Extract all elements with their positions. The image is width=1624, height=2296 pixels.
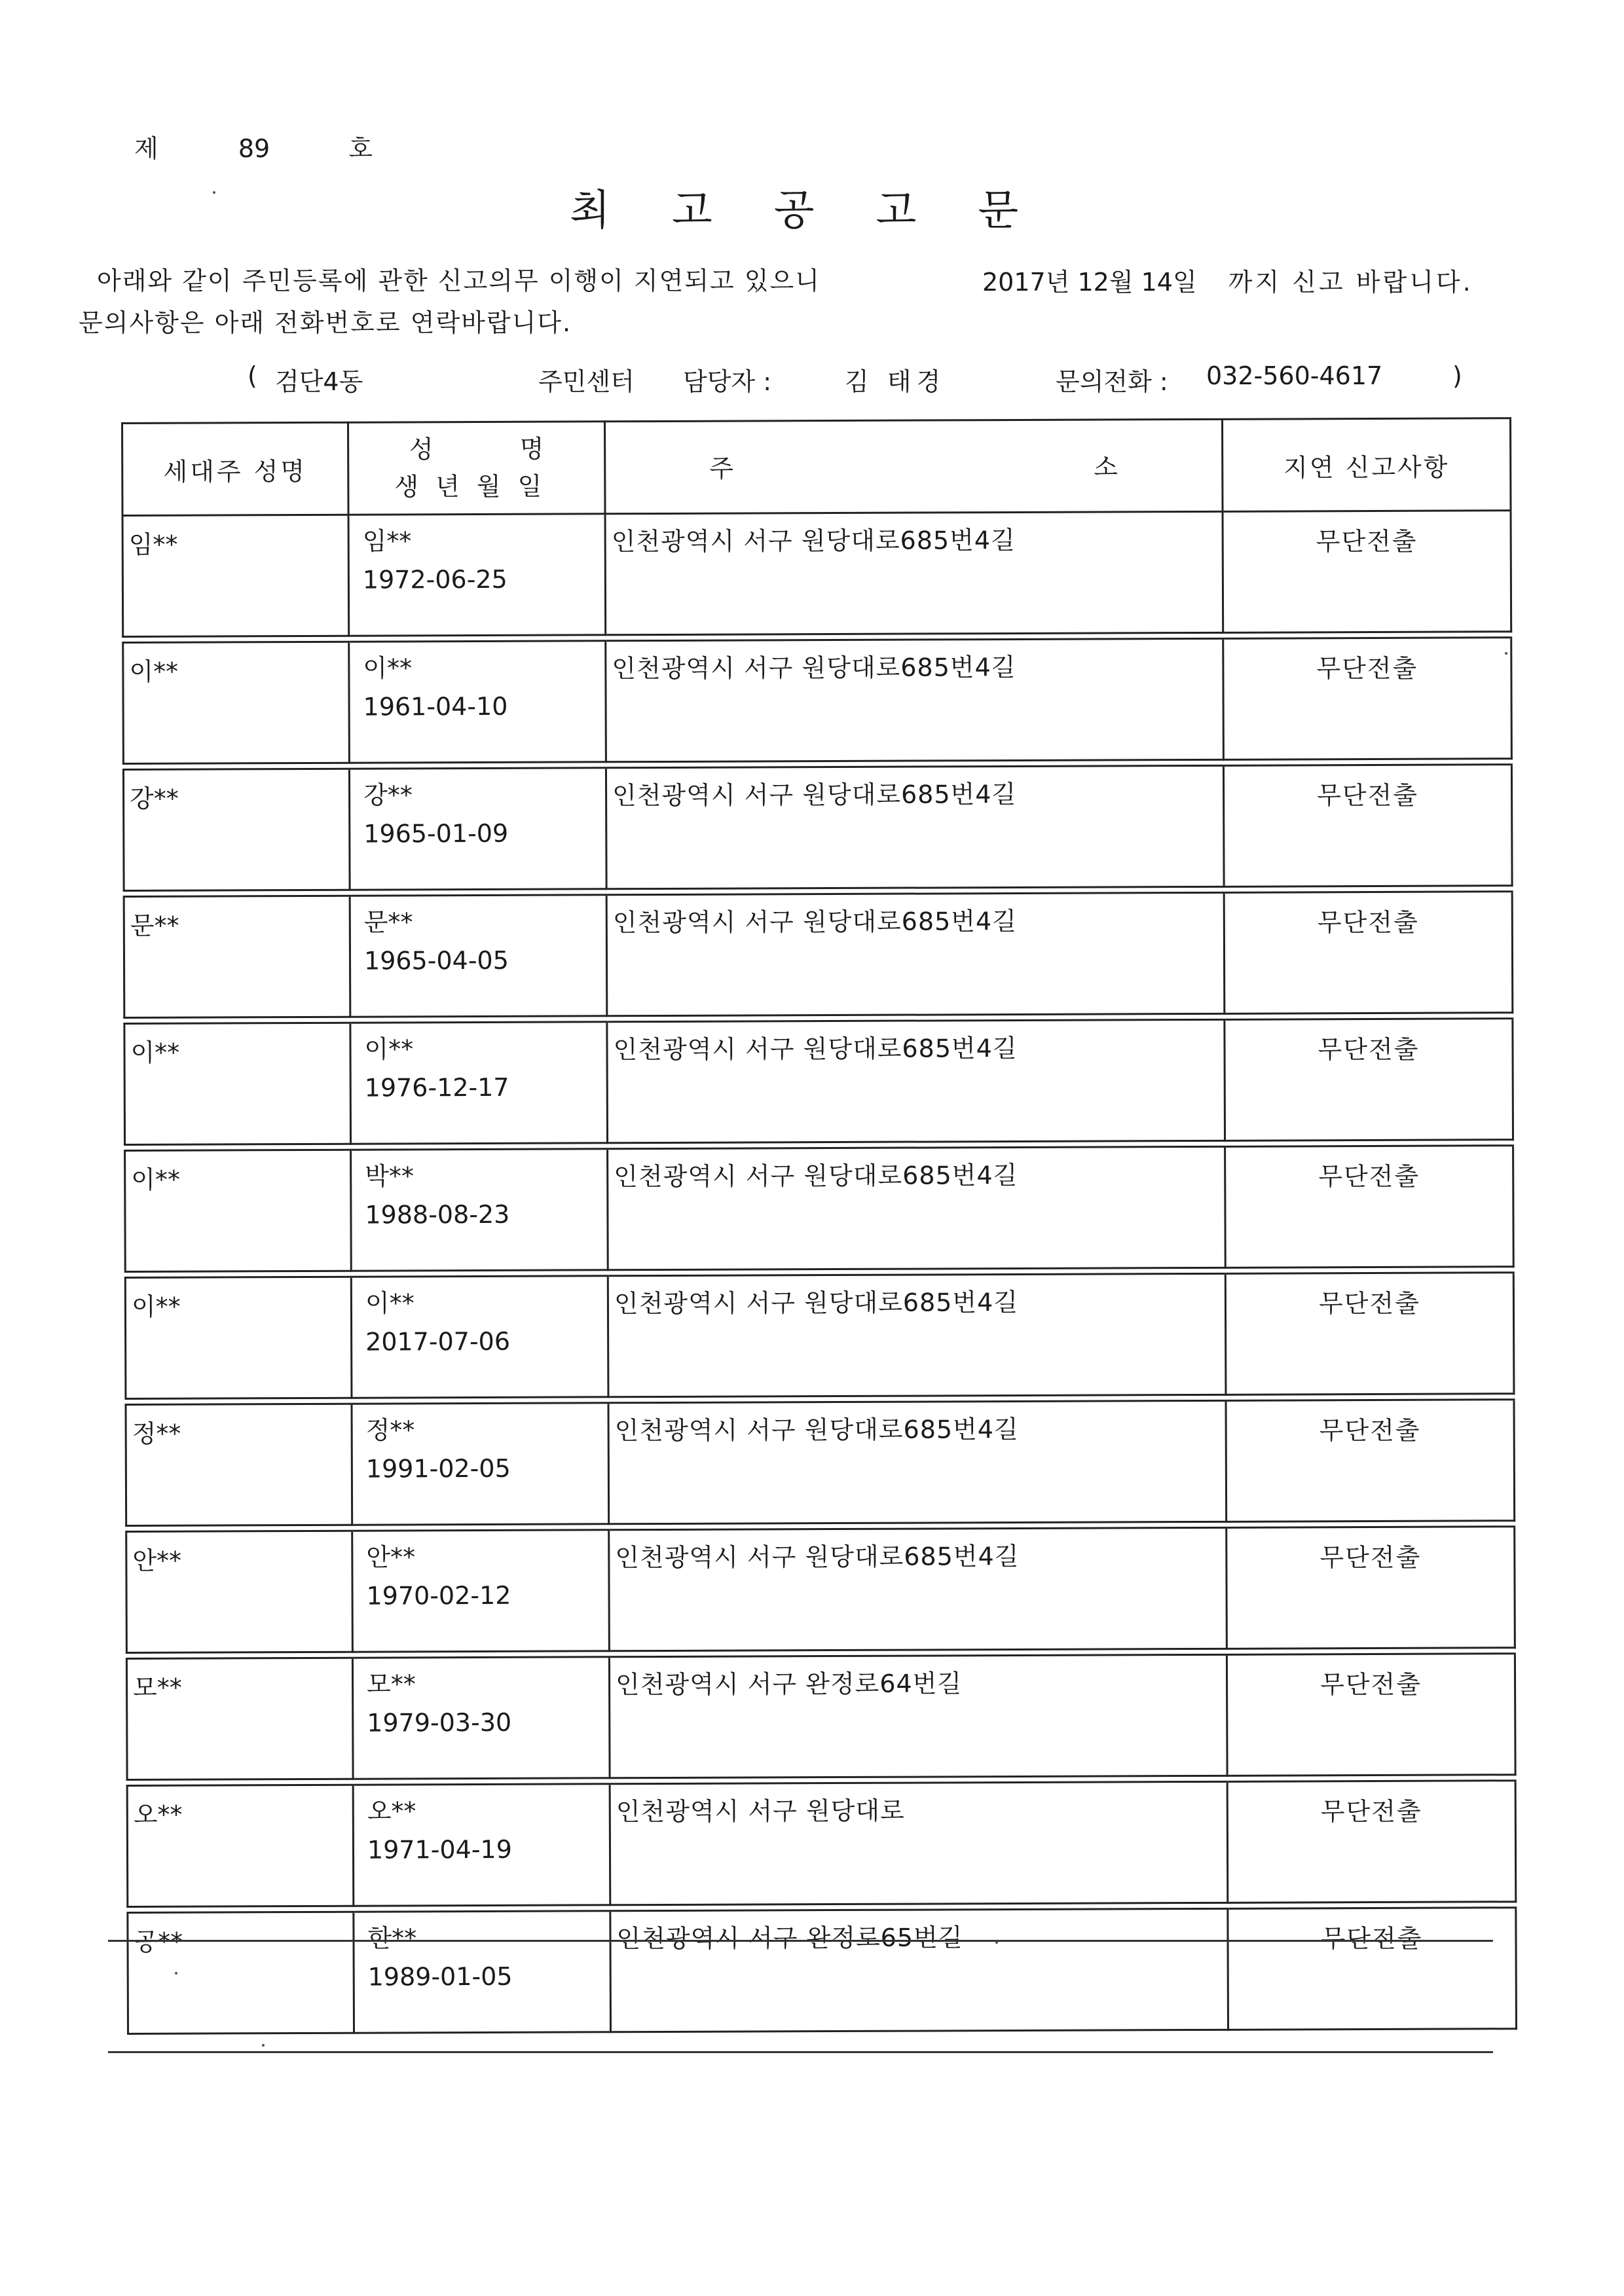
birth-date: 1988-08-23: [365, 1199, 510, 1230]
household-head-name: 모**: [126, 1658, 353, 1779]
person-name: 이**: [363, 653, 413, 683]
document-number-suffix: 호: [348, 134, 373, 163]
birth-date: 1970-02-12: [366, 1580, 511, 1611]
table-row: [126, 1527, 1515, 1653]
table-row: [125, 1146, 1514, 1272]
person-name: 모**: [366, 1669, 416, 1699]
person-cell: [349, 641, 606, 763]
bottom-rule-2: [108, 2051, 1493, 2053]
overdue-report-table: [121, 417, 1517, 2035]
household-head-name: 임**: [122, 515, 349, 636]
person-cell: [351, 1276, 608, 1398]
contact-office: 주민센터: [538, 367, 635, 396]
scan-speck: [995, 1941, 998, 1944]
birth-date: 1991-02-05: [365, 1453, 511, 1484]
deadline-suffix: 까지 신고 바랍니다.: [1228, 268, 1473, 297]
column-header-name: 성 명: [409, 434, 544, 464]
household-head-name: 오**: [127, 1785, 354, 1906]
overdue-item: 무단전출: [1224, 892, 1513, 1014]
household-head-name: 문**: [124, 896, 350, 1017]
person-name: 오**: [367, 1796, 416, 1826]
birth-date: 1965-01-09: [363, 818, 509, 848]
person-cell: [353, 1784, 610, 1906]
title-char: 문: [978, 187, 1020, 235]
address: 인천광역시 서구 원당대로685번4길: [606, 765, 1224, 888]
overdue-item: 무단전출: [1223, 638, 1512, 760]
scan-speck: [213, 191, 215, 194]
birth-date: 1961-04-10: [363, 691, 508, 721]
overdue-item: 무단전출: [1227, 1654, 1515, 1776]
person-name: 이**: [365, 1288, 415, 1318]
person-cell: [350, 895, 607, 1017]
table-row: [123, 765, 1512, 891]
column-header-household-head: 세대주 성명: [122, 422, 349, 515]
table-row: [128, 1908, 1517, 2034]
household-head-name: 정**: [126, 1404, 352, 1525]
birth-date: 1989-01-05: [367, 1961, 513, 1992]
person-cell: [351, 1149, 608, 1271]
household-head-name: 안**: [126, 1531, 353, 1652]
column-header-birth: 생년월일: [394, 471, 559, 501]
person-cell: [352, 1403, 609, 1525]
notice-line-1: 아래와 같이 주민등록에 관한 신고의무 이행이 지연되고 있으니: [97, 266, 821, 295]
person-name: 박**: [365, 1161, 415, 1191]
contact-manager-label: 담당자 :: [683, 367, 772, 396]
column-header-address: [605, 419, 1223, 513]
contact-manager-name: 김 태경: [845, 367, 946, 396]
scan-speck: [175, 1972, 177, 1975]
title-char: 최: [570, 187, 612, 235]
person-cell: [354, 1911, 611, 2033]
notice-line-2: 문의사항은 아래 전화번호로 연락바랍니다.: [79, 308, 572, 337]
column-header-address-right: 소: [1094, 452, 1118, 482]
birth-date: 1976-12-17: [364, 1072, 509, 1102]
overdue-item: 무단전출: [1227, 1527, 1515, 1649]
overdue-item: 무단전출: [1225, 1019, 1513, 1141]
person-cell: [352, 1530, 610, 1652]
person-name: 임**: [362, 526, 412, 556]
birth-date: 1965-04-05: [363, 945, 509, 975]
overdue-item: 무단전출: [1223, 765, 1512, 887]
title-char: 고: [876, 187, 918, 235]
address: 인천광역시 서구 원당대로685번4길: [609, 1527, 1227, 1650]
address: 인천광역시 서구 원당대로685번4길: [608, 1273, 1226, 1396]
contact-close-paren: ): [1452, 361, 1462, 390]
table-row: [126, 1400, 1515, 1526]
household-head-name: 이**: [125, 1150, 352, 1271]
document-number-value: 89: [238, 134, 270, 163]
column-header-address-left: 주: [709, 454, 734, 483]
overdue-item: 무단전출: [1225, 1273, 1514, 1395]
overdue-item: 무단전출: [1226, 1400, 1515, 1522]
deadline-date: 2017년 12월 14일: [982, 268, 1197, 297]
birth-date: 1979-03-30: [367, 1707, 512, 1738]
address: 인천광역시 서구 원당대로685번4길: [608, 1400, 1227, 1523]
table-header-row: [122, 418, 1511, 516]
person-cell: [352, 1657, 610, 1779]
address: 인천광역시 서구 원당대로: [610, 1781, 1228, 1904]
person-name: 문**: [363, 907, 413, 937]
person-name: 안**: [366, 1542, 416, 1572]
household-head-name: 이**: [123, 642, 350, 763]
person-cell: [350, 1022, 608, 1144]
page-title: [570, 177, 1020, 237]
household-head-name: 공**: [128, 1912, 354, 2033]
household-head-name: 강**: [123, 769, 350, 890]
notice-deadline: [982, 262, 1473, 298]
column-header-name-birth: [348, 422, 606, 515]
address: 인천광역시 서구 완정로64번길: [609, 1654, 1227, 1777]
address: 인천광역시 서구 완정로65번길: [610, 1908, 1228, 2032]
column-header-status: 지연 신고사항: [1222, 418, 1511, 512]
table-row: [124, 892, 1513, 1018]
scan-speck: [262, 2044, 265, 2047]
title-char: 고: [671, 187, 714, 235]
birth-date: 1971-04-19: [367, 1834, 512, 1865]
person-name: 한**: [367, 1923, 417, 1953]
overdue-item: 무단전출: [1225, 1146, 1514, 1268]
overdue-item: 무단전출: [1223, 511, 1511, 633]
contact-open-paren: (: [248, 361, 257, 390]
household-head-name: 이**: [124, 1023, 351, 1144]
contact-phone: 032-560-4617: [1206, 361, 1383, 390]
address: 인천광역시 서구 원당대로685번4길: [607, 1019, 1225, 1142]
document-number-prefix: 제: [134, 134, 158, 163]
person-cell: [348, 514, 606, 636]
birth-date: 1972-06-25: [362, 564, 507, 594]
person-cell: [349, 768, 606, 890]
birth-date: 2017-07-06: [365, 1326, 511, 1357]
person-name: 이**: [364, 1034, 414, 1064]
person-name: 정**: [365, 1415, 415, 1445]
table-row: [122, 511, 1511, 637]
address: 인천광역시 서구 원당대로685번4길: [606, 638, 1224, 761]
household-head-name: 이**: [125, 1277, 352, 1398]
title-char: 공: [773, 187, 816, 235]
scan-speck: [1505, 652, 1507, 655]
table-row: [124, 1019, 1513, 1145]
address: 인천광역시 서구 원당대로685번4길: [606, 892, 1225, 1015]
person-name: 강**: [363, 780, 413, 810]
table-row: [123, 638, 1512, 764]
contact-phone-label: 문의전화 :: [1056, 367, 1168, 396]
table-row: [125, 1273, 1514, 1399]
overdue-item: 무단전출: [1228, 1908, 1517, 2030]
document-number: [134, 128, 373, 164]
table-row: [126, 1654, 1515, 1780]
overdue-item: 무단전출: [1227, 1781, 1516, 1903]
address: 인천광역시 서구 원당대로685번4길: [608, 1146, 1226, 1269]
contact-district: 검단4동: [275, 367, 363, 396]
bottom-rule-1: [108, 1940, 1493, 1942]
address: 인천광역시 서구 원당대로685번4길: [605, 511, 1223, 634]
table-row: [127, 1781, 1516, 1907]
